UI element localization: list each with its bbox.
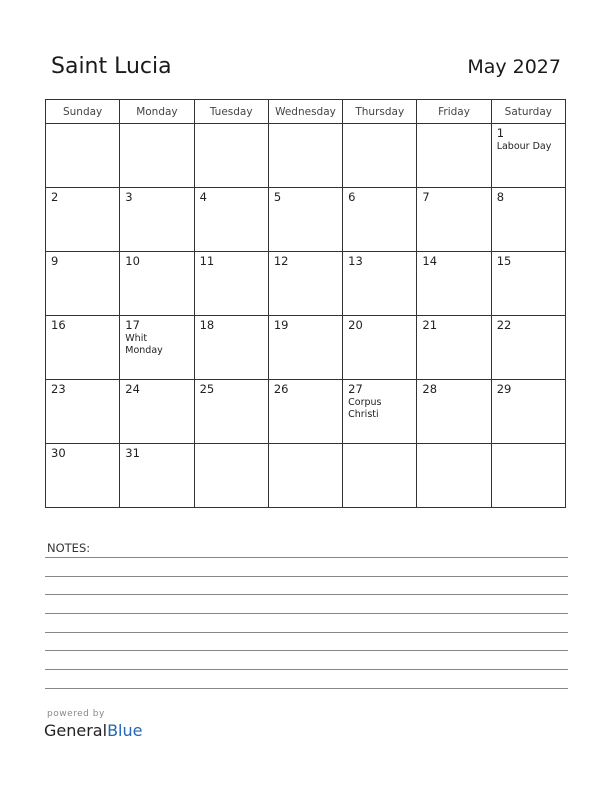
day-cell [491,124,565,188]
day-cell [268,444,342,508]
day-cell [417,444,491,508]
day-number: 11 [199,254,215,268]
brand-general: General [44,721,108,740]
day-cell [120,252,194,316]
day-cell [46,188,120,252]
holiday-label: Labour Day [496,141,552,152]
day-cell [194,124,268,188]
weekday-thursday: Thursday [343,100,417,124]
month-title: May 2027 [467,56,561,78]
day-number: 14 [422,254,438,268]
note-line [45,613,568,614]
day-number: 15 [496,254,512,268]
day-number: 8 [496,190,505,204]
day-number: 19 [273,318,289,332]
week-row [46,252,566,316]
weekday-tuesday: Tuesday [194,100,268,124]
day-number: 1 [496,126,505,140]
day-cell [491,444,565,508]
note-line [45,594,568,595]
day-cell [194,444,268,508]
powered-by-text: powered by [47,709,105,719]
day-number: 30 [51,446,66,460]
holiday-label: Whit Monday [125,333,163,356]
day-number: 16 [51,318,66,332]
day-cell [268,124,342,188]
week-row [46,124,566,188]
weekday-sunday: Sunday [46,100,120,124]
holiday-label: Corpus Christi [348,397,382,420]
day-number: 10 [125,254,140,268]
note-line [45,669,568,670]
day-number: 22 [496,318,512,332]
day-number: 9 [51,254,59,268]
day-cell [268,188,342,252]
day-cell [491,316,565,380]
day-cell [343,316,417,380]
notes-label: NOTES: [47,541,91,555]
day-number: 29 [496,382,512,396]
day-cell [46,380,120,444]
day-cell [417,188,491,252]
day-number: 24 [125,382,140,396]
day-cell [194,188,268,252]
day-cell [343,444,417,508]
weekday-friday: Friday [417,100,491,124]
day-cell [120,188,194,252]
day-number: 26 [273,382,289,396]
day-number: 13 [348,254,363,268]
weekday-monday: Monday [120,100,194,124]
day-number: 2 [51,190,59,204]
day-number: 31 [125,446,140,460]
day-cell [491,252,565,316]
day-cell [120,316,194,380]
day-number: 12 [273,254,289,268]
weekday-saturday: Saturday [491,100,565,124]
day-cell [120,124,194,188]
day-number: 17 [125,318,140,332]
country-title: Saint Lucia [51,54,172,79]
day-number: 27 [348,382,363,396]
day-cell [491,188,565,252]
day-cell [268,252,342,316]
day-number: 5 [273,190,282,204]
brand-blue: Blue [107,721,143,740]
day-cell [343,380,417,444]
weekday-wednesday: Wednesday [268,100,342,124]
note-line [45,688,568,689]
note-line [45,557,568,558]
week-row [46,316,566,380]
calendar-grid [45,99,566,508]
day-cell [120,444,194,508]
day-cell [46,252,120,316]
day-cell [343,252,417,316]
day-number: 6 [348,190,356,204]
day-number: 4 [199,190,207,204]
calendar-body [46,124,566,508]
day-cell [417,316,491,380]
weekday-header-row [46,100,566,124]
day-cell [194,252,268,316]
day-number: 25 [199,382,215,396]
week-row [46,444,566,508]
day-cell [194,380,268,444]
day-cell [46,444,120,508]
week-row [46,380,566,444]
day-cell [417,252,491,316]
day-cell [417,380,491,444]
note-line [45,632,568,633]
note-line [45,650,568,651]
week-row [46,188,566,252]
day-cell [46,316,120,380]
day-number: 7 [422,190,430,204]
day-number: 21 [422,318,438,332]
day-number: 28 [422,382,438,396]
day-cell [120,380,194,444]
day-number: 20 [348,318,363,332]
day-cell [268,316,342,380]
day-cell [343,124,417,188]
day-cell [343,188,417,252]
day-cell [417,124,491,188]
day-cell [268,380,342,444]
day-number: 23 [51,382,66,396]
day-cell [194,316,268,380]
note-line [45,576,568,577]
day-cell [491,380,565,444]
day-cell [46,124,120,188]
day-number: 3 [125,190,133,204]
generalblue-logo[interactable] [44,721,142,740]
day-number: 18 [199,318,215,332]
